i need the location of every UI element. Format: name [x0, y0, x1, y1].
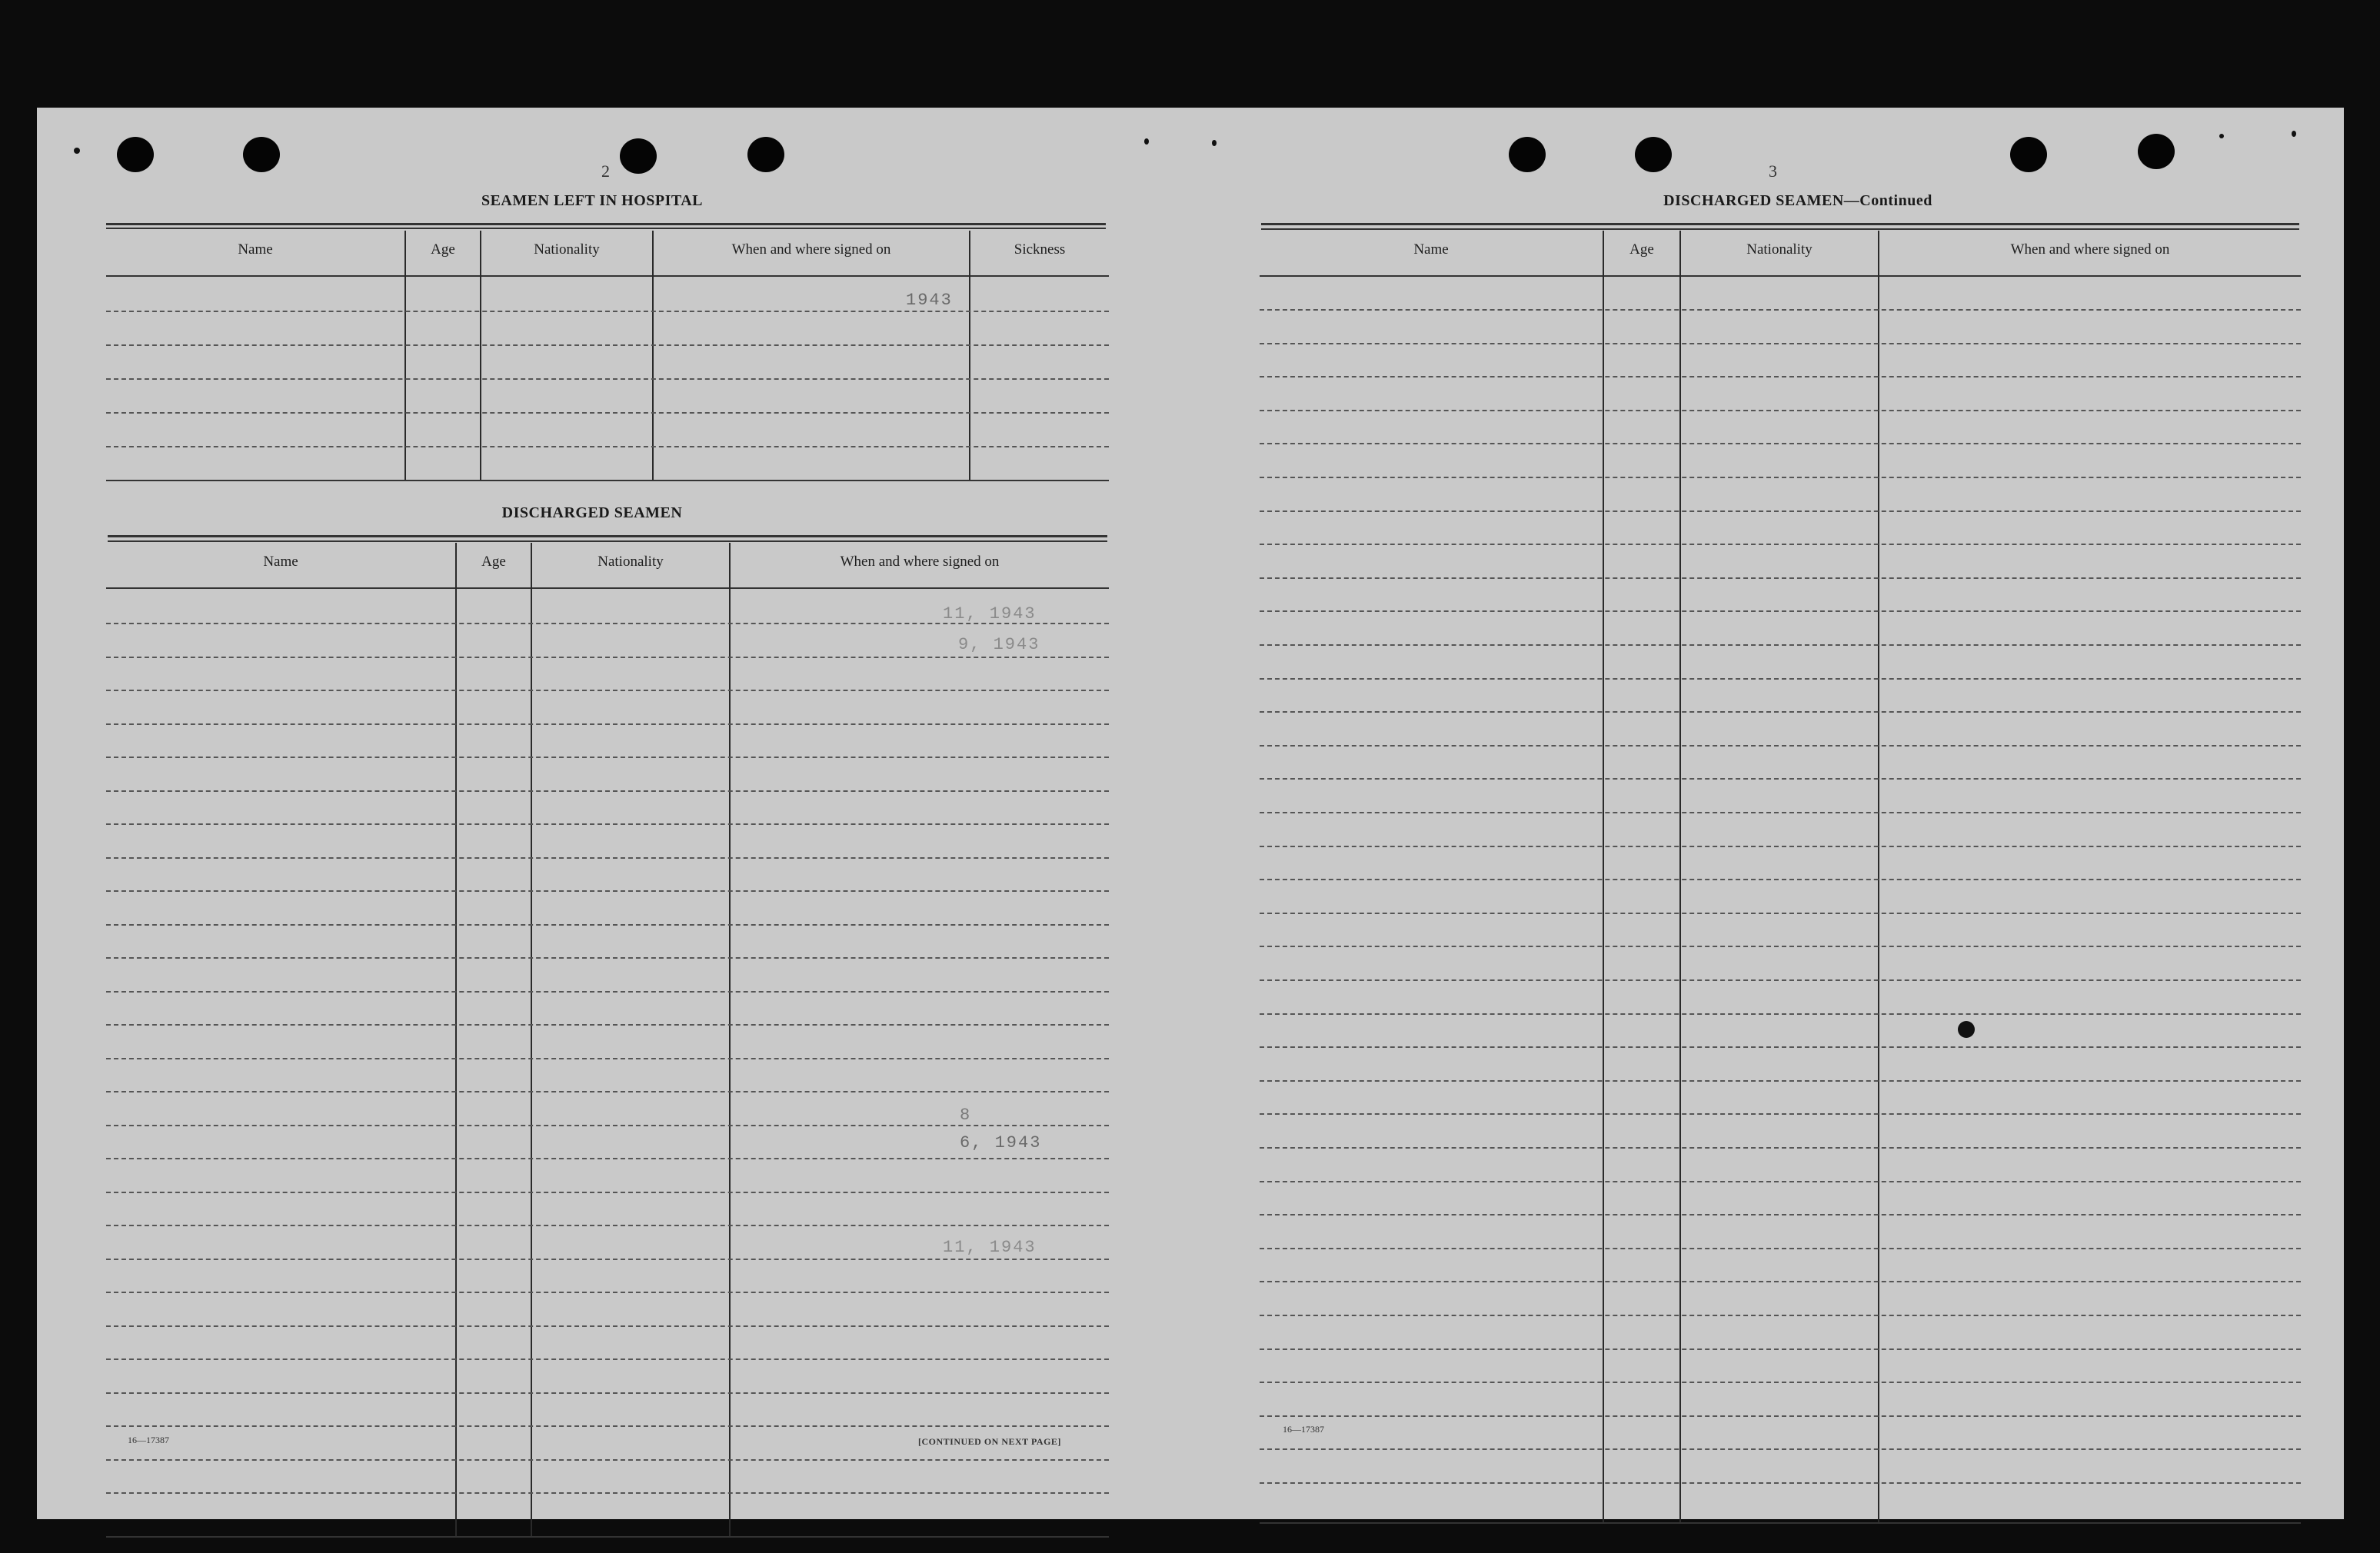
row-line [106, 991, 1109, 993]
row-line [106, 1492, 1109, 1494]
form-code-right: 16—17387 [1283, 1424, 1324, 1435]
row-line [1260, 678, 2301, 680]
row-line [106, 690, 1109, 691]
row-line [106, 412, 1109, 414]
row-line [106, 1358, 1109, 1360]
row-line [1260, 1315, 2301, 1316]
punch-hole [117, 137, 154, 172]
row-line [1260, 1080, 2301, 1082]
ink-speck [1144, 138, 1149, 145]
column-divider [729, 543, 731, 1538]
row-line [106, 1325, 1109, 1327]
punch-hole [243, 137, 280, 172]
row-line [106, 823, 1109, 825]
continued-section-title: DISCHARGED SEAMEN—Continued [1663, 192, 1932, 209]
row-line [1260, 1147, 2301, 1149]
row-line [1260, 1382, 2301, 1383]
row-line [1260, 711, 2301, 713]
row-line [106, 446, 1109, 447]
punch-hole [1635, 137, 1672, 172]
punch-hole [2138, 134, 2175, 169]
discharged-section-title: DISCHARGED SEAMEN [501, 504, 683, 521]
row-line [1260, 778, 2301, 780]
table-top-rule [108, 540, 1107, 542]
hospital-section-title: SEAMEN LEFT IN HOSPITAL [481, 192, 704, 209]
row-line [106, 957, 1109, 959]
row-line [106, 924, 1109, 926]
row-line [1260, 477, 2301, 478]
table-bottom-rule [106, 1536, 1109, 1538]
discharged-row-signed-on: 11, 1943 [943, 604, 1037, 624]
row-line [1260, 1448, 2301, 1450]
table-top-rule [1261, 228, 2299, 230]
punch-hole [2010, 137, 2047, 172]
row-line [106, 1125, 1109, 1126]
row-line [106, 1459, 1109, 1461]
row-line [1260, 913, 2301, 914]
column-divider [969, 231, 970, 481]
row-line [106, 1425, 1109, 1427]
table-top-rule [106, 223, 1106, 225]
row-line [1260, 879, 2301, 880]
row-line [1260, 979, 2301, 981]
row-line [1260, 846, 2301, 847]
row-line [106, 1392, 1109, 1394]
row-line [106, 790, 1109, 792]
col-header-name: Name [1413, 241, 1449, 258]
row-line [106, 890, 1109, 892]
row-line [1260, 376, 2301, 377]
row-line [1260, 343, 2301, 344]
row-line [106, 1259, 1109, 1260]
row-line [1260, 577, 2301, 579]
row-line [106, 344, 1109, 346]
table-bottom-rule [1260, 1522, 2301, 1524]
punch-hole [747, 137, 784, 172]
row-line [1260, 812, 2301, 813]
row-line [1260, 510, 2301, 512]
ink-speck [2219, 134, 2224, 138]
col-header-age: Age [1629, 241, 1654, 258]
row-line [1260, 1248, 2301, 1249]
punch-hole [620, 138, 657, 174]
ink-speck [2292, 131, 2296, 137]
discharged-row-signed-on: 8 [960, 1106, 972, 1125]
header-rule [106, 275, 1109, 277]
discharged-row-signed-on: 6, 1943 [960, 1133, 1042, 1152]
row-line [1260, 1281, 2301, 1282]
row-line [106, 1024, 1109, 1026]
row-line [106, 1292, 1109, 1293]
ink-speck [74, 148, 80, 154]
col-header-name: Name [238, 241, 273, 258]
row-line [106, 1192, 1109, 1193]
row-line [1260, 1348, 2301, 1350]
ledger-sheet [37, 108, 2344, 1519]
row-line [1260, 1214, 2301, 1215]
row-line [106, 1225, 1109, 1226]
header-rule [1260, 275, 2301, 277]
col-header-nationality: Nationality [1746, 241, 1812, 258]
row-line [106, 1058, 1109, 1059]
row-line [106, 311, 1109, 312]
row-line [1260, 1482, 2301, 1484]
row-line [1260, 544, 2301, 545]
discharged-row-signed-on: 11, 1943 [943, 1238, 1037, 1257]
row-line [1260, 1415, 2301, 1417]
row-line [1260, 309, 2301, 311]
hospital-row-signed-on: 1943 [906, 291, 953, 310]
row-line [1260, 946, 2301, 947]
column-divider [1679, 231, 1681, 1524]
col-header-nationality: Nationality [534, 241, 600, 258]
col-header-sickness: Sickness [1014, 241, 1066, 258]
row-line [106, 723, 1109, 725]
row-line [106, 857, 1109, 859]
table-top-rule [108, 535, 1107, 537]
row-line [1260, 1181, 2301, 1182]
ink-blot [1958, 1021, 1975, 1038]
row-line [1260, 745, 2301, 747]
form-code-left: 16—17387 [128, 1435, 169, 1445]
column-divider [1878, 231, 1879, 1524]
col-header-age: Age [431, 241, 455, 258]
column-divider [480, 231, 481, 481]
row-line [106, 1091, 1109, 1092]
col-header-signed-on: When and where signed on [840, 554, 1000, 570]
row-line [1260, 1013, 2301, 1015]
row-line [1260, 443, 2301, 444]
row-line [1260, 610, 2301, 612]
discharged-row-signed-on: 9, 1943 [958, 635, 1040, 654]
row-line [1260, 1113, 2301, 1115]
column-divider [404, 231, 406, 481]
column-divider [652, 231, 654, 481]
row-line [1260, 410, 2301, 411]
header-rule [106, 587, 1109, 589]
page-number-right: 3 [1769, 161, 1777, 181]
continued-note: [CONTINUED ON NEXT PAGE] [918, 1436, 1061, 1447]
col-header-signed-on: When and where signed on [2010, 241, 2170, 258]
row-line [106, 657, 1109, 658]
column-divider [1603, 231, 1604, 1524]
col-header-signed-on: When and where signed on [731, 241, 891, 258]
punch-hole [1509, 137, 1546, 172]
row-line [1260, 1046, 2301, 1048]
col-header-nationality: Nationality [597, 554, 664, 570]
table-top-rule [106, 228, 1106, 229]
ink-speck [1212, 140, 1217, 146]
column-divider [455, 543, 457, 1538]
row-line [1260, 644, 2301, 646]
row-line [106, 1158, 1109, 1159]
row-line [106, 378, 1109, 380]
col-header-age: Age [481, 554, 506, 570]
row-line [106, 757, 1109, 758]
table-top-rule [1261, 223, 2299, 225]
page-number-left: 2 [601, 161, 610, 181]
col-header-name: Name [263, 554, 298, 570]
table-bottom-rule [106, 480, 1109, 481]
column-divider [531, 543, 532, 1538]
